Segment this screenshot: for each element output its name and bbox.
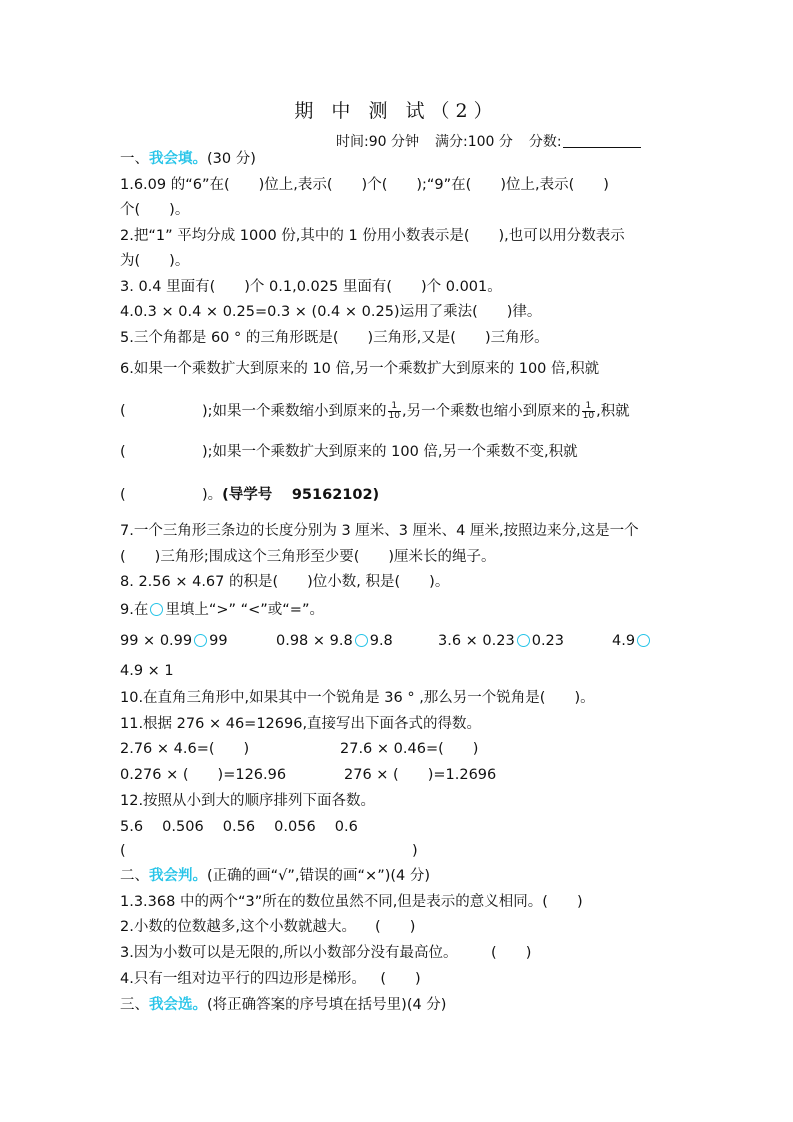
- question-12: 12.按照从小到大的顺序排列下面各数。: [120, 793, 376, 809]
- q11-item-3: 0.276 × ( )=126.96: [120, 767, 287, 783]
- score-label: 分数:: [528, 134, 562, 150]
- section-3-number: 三、: [120, 997, 149, 1013]
- q6-end-text: )。: [202, 487, 223, 503]
- q6-blank-1-open: (: [120, 403, 126, 419]
- compare-circle-icon[interactable]: [355, 634, 368, 647]
- q6-text-3: ,积就: [596, 403, 630, 420]
- compare-right: 99: [209, 633, 228, 649]
- question-1-line-2: 个( )。: [120, 202, 190, 218]
- fraction-numerator: 1: [388, 402, 401, 412]
- q12-answer-open: (: [120, 843, 126, 859]
- page-title: 期 中 测 试（2）: [294, 100, 499, 122]
- section-1-points: (30 分): [207, 151, 256, 167]
- judge-1: 1.3.368 中的两个“3”所在的数位虽然不同,但是表示的意义相同。( ): [120, 894, 583, 910]
- q12-answer-close: ): [412, 843, 418, 859]
- question-4: 4.0.3 × 0.4 × 0.25=0.3 × (0.4 × 0.25)运用了乘法( )律。: [120, 304, 542, 320]
- q6-text-2: ,另一个乘数也缩小到原来的: [402, 403, 581, 420]
- judge-4: 4.只有一组对边平行的四边形是梯形。 ( ): [120, 971, 421, 987]
- guide-number: (导学号 95162102): [222, 487, 380, 503]
- q11-item-2: 27.6 × 0.46=( ): [340, 741, 479, 757]
- judge-2: 2.小数的位数越多,这个小数就越大。 ( ): [120, 919, 416, 935]
- compare-item-2: [276, 632, 393, 650]
- compare-item-3: [438, 632, 564, 650]
- section-1-heading: [120, 150, 256, 168]
- section-2-name: 我会判。: [149, 868, 207, 884]
- compare-right: 9.8: [369, 633, 393, 649]
- judge-3: 3.因为小数可以是无限的,所以小数部分没有最高位。 ( ): [120, 945, 532, 961]
- section-2-heading: [120, 867, 430, 885]
- score-blank[interactable]: [563, 147, 641, 148]
- q12-numbers: 5.6 0.506 0.56 0.056 0.6: [120, 819, 358, 835]
- question-10: 10.在直角三角形中,如果其中一个锐角是 36 ° ,那么另一个锐角是( )。: [120, 690, 595, 706]
- question-1-line-1: 1.6.09 的“6”在( )位上,表示( )个( );“9”在( )位上,表示( ): [120, 177, 609, 193]
- q9-suffix: 里填上“>” “<”或“=”。: [165, 602, 324, 618]
- section-3-points: (将正确答案的序号填在括号里)(4 分): [207, 997, 447, 1013]
- fraction-one-tenth: [388, 402, 401, 421]
- section-2-number: 二、: [120, 868, 149, 884]
- exam-meta: [336, 131, 641, 151]
- q6-blank-3-open: (: [120, 487, 126, 503]
- fraction-denominator: 10: [388, 411, 400, 421]
- question-7-line-1: 7.一个三角形三条边的长度分别为 3 厘米、3 厘米、4 厘米,按照边来分,这是一个: [120, 523, 639, 539]
- compare-left: 99 × 0.99: [120, 633, 193, 649]
- question-9: [120, 601, 324, 619]
- compare-circle-icon[interactable]: [194, 634, 207, 647]
- section-3-name: 我会选。: [149, 997, 207, 1013]
- section-3-heading: [120, 996, 446, 1014]
- q6-blank-2-open: (: [120, 444, 126, 460]
- question-6-line-2: [202, 402, 630, 421]
- compare-left: 3.6 × 0.23: [438, 633, 515, 649]
- section-2-points: (正确的画“√”,错误的画“×”)(4 分): [207, 868, 431, 884]
- question-8: 8. 2.56 × 4.67 的积是( )位小数, 积是( )。: [120, 574, 450, 590]
- q11-item-4: 276 × ( )=1.2696: [344, 767, 497, 783]
- section-1-number: 一、: [120, 151, 149, 167]
- question-3: 3. 0.4 里面有( )个 0.1,0.025 里面有( )个 0.001。: [120, 279, 502, 295]
- section-1-name: 我会填。: [149, 151, 207, 167]
- compare-item-4: [612, 632, 652, 650]
- fraction-numerator-2: 1: [582, 402, 595, 412]
- question-6-line-3: );如果一个乘数扩大到原来的 100 倍,另一个乘数不变,积就: [202, 444, 578, 460]
- fraction-denominator-2: 10: [582, 411, 595, 421]
- question-6-line-1: 6.如果一个乘数扩大到原来的 10 倍,另一个乘数扩大到原来的 100 倍,积就: [120, 361, 600, 377]
- question-7-line-2: ( )三角形;围成这个三角形至少要( )厘米长的绳子。: [120, 549, 496, 565]
- q9-prefix: 9.在: [120, 602, 149, 618]
- time-label: 时间:90 分钟: [336, 134, 419, 150]
- compare-left: 0.98 × 9.8: [276, 633, 353, 649]
- question-2-line-2: 为( )。: [120, 253, 190, 269]
- compare-circle-icon[interactable]: [637, 634, 650, 647]
- compare-right: 0.23: [531, 633, 565, 649]
- question-6-line-4: [202, 486, 379, 504]
- fraction-one-tenth-2: [582, 402, 595, 421]
- compare-item-4-continued: 4.9 × 1: [120, 663, 174, 679]
- question-11: 11.根据 276 × 46=12696,直接写出下面各式的得数。: [120, 716, 482, 732]
- q11-item-1: 2.76 × 4.6=( ): [120, 741, 250, 757]
- circle-icon: [150, 603, 163, 616]
- question-2-line-1: 2.把“1” 平均分成 1000 份,其中的 1 份用小数表示是( ),也可以用分数表示: [120, 228, 625, 244]
- compare-left: 4.9: [612, 633, 636, 649]
- q6-text-1: );如果一个乘数缩小到原来的: [202, 403, 387, 420]
- full-score-label: 满分:100 分: [434, 134, 513, 150]
- question-5: 5.三个角都是 60 ° 的三角形既是( )三角形,又是( )三角形。: [120, 330, 549, 346]
- compare-circle-icon[interactable]: [517, 634, 530, 647]
- compare-item-1: [120, 632, 228, 650]
